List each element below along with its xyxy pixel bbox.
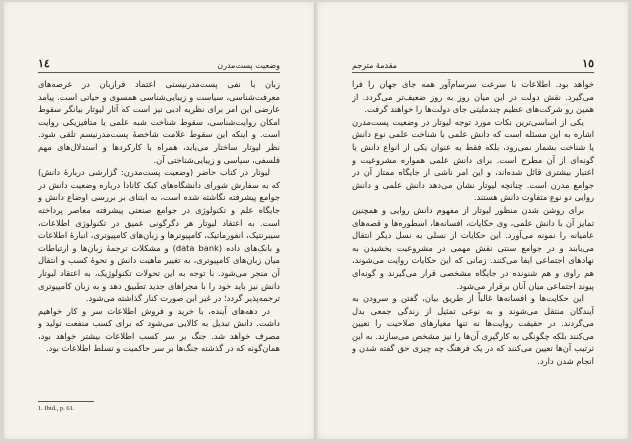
- page-body: [352, 78, 594, 368]
- paragraph: لیوتار در کتاب حاضر (وضعیت پست‌مدرن: گزارشی دربارهٔ دانش) که به سفارش شورای دانشگاه‌های کبک کانادا درباره وضعیت دانش در جوامع پیشرفته نگاشته شده است، به ابتنای بر بررسی اوضاع دانش و جایگاه علم و تکنولوژی در جوامع صنعتی پیشرفته معاصر پرداخته است. به اعتقاد لیوتار هر دگرگونی عمیق در تکنولوژی اطلاعات، سیبرنتیک، انفورماتیک، کامپیوترها و زبان‌های کامپیوتری، انبارهٔ اطلاعات و بانک‌های داده (data bank) و مشکلات ترجمهٔ زبان‌ها و ارتباطات میان زبان‌های کامپیوتری، به تغییر ماهیت دانش و نحوهٔ کسب و انتقال آن منجر می‌شود. با توجه به این تحولات تکنولوژیک، به اعتقاد لیوتار دانش نیز باید خود را با مجراهای جدید تطبیق دهد و به زبان کامپیوتری ترجمه‌پذیر گردد؛ در غیر این صورت کنار گذاشته می‌شود.: [38, 167, 280, 304]
- page-body: [38, 78, 280, 355]
- header-rule: [352, 72, 594, 73]
- right-page: [317, 2, 628, 439]
- paragraph: این حکایت‌ها و افسانه‌ها غالباً از طریق بیان، گفتن و سرودن به آیندگان منتقل می‌شوند و به نوعی تمثیل از زندگی جمعی بدل می‌گردند. در حقیقت روایت‌ها نه تنها معیارهای صلاحیت را تعیین می‌کنند بلکه چگونگی به کارگیری آن‌ها را نیز مشخص می‌سازند. به این ترتیب آن‌ها تعیین می‌کنند که در یک فرهنگ چه چیزی حق گفته شدن و انجام شدن دارد.: [352, 293, 594, 367]
- page-header: [352, 56, 594, 70]
- paragraph: زبان با نفی پست‌مدرنیستی اعتماد فرازبان در عرصه‌های معرفت‌شناسی، سیاست و زیبایی‌شناسی همسوی و حیاتی است. پیامد عارضی این امر برای نظریه ادبی نیز است که آثار لیوتار بیانگر سقوط امکان روایت‌شناسی، سقوط شناخت شبه علمی یا متافیزیکی روایت است. و اینکه این سقوط علامت شاخصهٔ پست‌مدرنیسم تلقی شود. نظر لیوتار ساختار می‌یابد، همراه با کارکردها و استدلال‌های مهم فلسفی، سیاسی و زیبایی‌شناختی آن.: [38, 79, 280, 165]
- running-title: وضعیت پست‌مدرن: [217, 61, 280, 70]
- page-header: [38, 56, 280, 70]
- paragraph: برای روشن شدن منظور لیوتار از مفهوم دانش روایی و همچنین تمایز آن با دانش علمی، وی حکایات، افسانه‌ها، اسطوره‌ها و قصه‌های عامیانه را نمونه می‌آورد. این حکایات از نسلی به نسل دیگر انتقال می‌یابند و در جوامع سنتی نقش مهمی در مشروعیت بخشیدن به نهادهای اجتماعی ایفا می‌کنند. زمانی که این حکایات روایت می‌شوند، هم راوی و هم شنونده در جایگاه مشخصی قرار می‌گیرند و گونه‌ای پیوند اجتماعی میان آنان برقرار می‌شود.: [352, 204, 594, 291]
- book-spread: [4, 2, 628, 439]
- footnote-rule: [38, 401, 94, 402]
- paragraph: در دهه‌های آینده، با خرید و فروش اطلاعات سر و کار خواهیم داشت. دانش تبدیل به کالایی می‌شود که برای کسب منفعت تولید و مصرف خواهد شد. جنگ بر سر کسب اطلاعات بیشتر خواهد بود، همان‌گونه که در گذشته جنگ‌ها بر سر حاکمیت و تسلط اطلاعات بود.: [38, 305, 280, 354]
- left-page: [4, 2, 315, 439]
- footnote: 1. Ibid., p. 61.: [38, 405, 75, 412]
- header-rule: [38, 72, 280, 73]
- page-number: ١٤: [38, 57, 50, 70]
- running-title: مقدمهٔ مترجم: [352, 61, 398, 70]
- page-number: ١٥: [582, 57, 594, 70]
- paragraph: یکی از اساسی‌ترین نکات مورد توجه لیوتار در وضعیت پست‌مدرن اشاره به این مسئله است که دانش علمی با شناخت علمی نوع دانش یا شناخت بشمار نمی‌رود، بلکه فقط به عنوان یکی از انواع دانش یا گونه‌ای از آن مطرح است. برای دانش علمی همواره مشروعیت و اعتبار بیشتری قائل شده‌اند، و این امر ناشی از جایگاه ممتاز آن در جوامع مدرن است. چنانچه لیوتار نشان می‌دهد دانش علمی و دانش روایی دو نوع متفاوت دانش هستند.: [352, 116, 594, 203]
- paragraph: خواهد بود. اطلاعات با سرعت سرسام‌آور همه جای جهان را فرا می‌گیرد. نقش دولت در این میان روز به روز ضعیف‌تر می‌گردد. از همین رو شرکت‌های عظیم چندملیتی جای دولت‌ها را خواهند گرفت.: [352, 79, 594, 115]
